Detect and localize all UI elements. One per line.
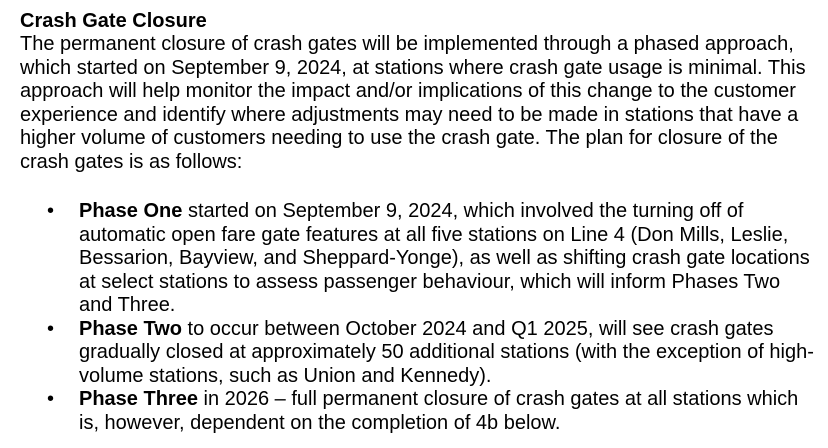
phase-name: Phase Two: [79, 317, 182, 340]
phase-description: started on September 9, 2024, which involved the turning off of automatic open fare gate features at all five stations on Line 4 (Don Mills, Leslie, Bessarion, Bayview, and Sheppard-Yonge), as well as shifting crash gate locations at select stations to assess passenger behaviour, which will inform Phases Two and Three.: [79, 200, 810, 316]
list-item-phase-two: [20, 318, 816, 389]
phase-name: Phase Three: [79, 388, 198, 410]
phase-list: [20, 200, 816, 435]
bullet-icon: •: [47, 200, 55, 222]
phase-description: to occur between October 2024 and Q1 2025, will see crash gates gradually closed at approximately 50 additional stations (with the exception of high-volume stations, such as Union and Kennedy).: [79, 317, 814, 387]
bullet-icon: •: [47, 317, 55, 340]
list-item-phase-three: [20, 388, 816, 435]
list-item-phase-one: [20, 200, 816, 318]
intro-paragraph: The permanent closure of crash gates will be implemented through a phased approach, which started on September 9, 2024, at stations where crash gate usage is minimal. This approach will help monitor the impact and/or implications of this change to the customer experience and identify where adjustments may need to be made in stations that have a higher volume of customers needing to use the crash gate. The plan for closure of the crash gates is as follows:: [20, 33, 806, 173]
phase-description: in 2026 – full permanent closure of crash gates at all stations which is, however, dependent on the completion of 4b below.: [79, 388, 799, 434]
bullet-icon: •: [47, 388, 55, 410]
section-heading: Crash Gate Closure: [20, 10, 207, 32]
phase-name: Phase One: [79, 200, 183, 222]
